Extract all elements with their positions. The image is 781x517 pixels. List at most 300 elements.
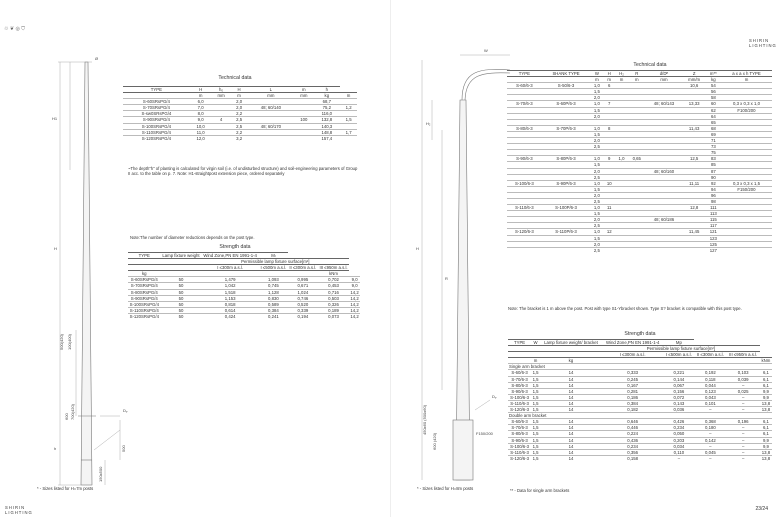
- table-cell: Mp: [663, 340, 694, 346]
- table-cell: 1,5: [532, 382, 539, 388]
- table-cell: 14: [540, 443, 602, 449]
- table-cell: kg: [313, 93, 340, 99]
- table-cell: 92: [706, 180, 721, 186]
- table-cell: –: [726, 455, 759, 461]
- table-cell: 0,123: [694, 388, 726, 394]
- table-cell: 7,0: [190, 105, 212, 111]
- table-cell: 1,0: [590, 156, 603, 162]
- table-cell: 0,646: [602, 419, 664, 425]
- table-cell: 0,180: [694, 425, 726, 431]
- table-cell: 113: [706, 211, 721, 217]
- table-cell: –: [694, 407, 726, 413]
- table-cell: S-110/6-3: [507, 205, 542, 211]
- table-cell: 14: [540, 455, 602, 461]
- table-cell: –: [726, 407, 759, 413]
- table-cell: H: [231, 87, 248, 93]
- left-dim-600: 600: [64, 413, 69, 420]
- table-cell: 1,5: [532, 376, 539, 382]
- table-cell: S-120/6-3: [507, 229, 542, 235]
- right-strength-title: Strength data: [624, 331, 656, 337]
- table-cell: 2,0: [231, 105, 248, 111]
- table-cell: –: [726, 443, 759, 449]
- table-cell: [604, 247, 615, 253]
- left-diameter-note: Note:The number of diameter reductions depends on the post type.: [130, 235, 255, 240]
- table-cell: S-80P/6-3: [542, 156, 591, 162]
- table-cell: 0,818: [201, 301, 259, 307]
- table-cell: S-70SRsPG/4: [128, 283, 161, 289]
- table-cell: 11,0: [190, 129, 212, 135]
- table-cell: 6,0: [190, 99, 212, 105]
- table-cell: kg: [540, 358, 602, 364]
- table-cell: S-110SRsPG/4: [123, 129, 190, 135]
- right-dim-450: 450x60 (500x60): [422, 404, 427, 435]
- table-cell: m: [231, 93, 248, 99]
- table-cell: –: [694, 431, 726, 437]
- table-cell: –: [726, 449, 759, 455]
- table-cell: 0,3 x 0,3 x 1,0: [721, 101, 772, 107]
- table-cell: 9,0: [349, 277, 360, 283]
- table-cell: 2,0: [590, 138, 603, 144]
- table-cell: S-100/6-3: [507, 180, 542, 186]
- table-cell: 0,746: [288, 295, 318, 301]
- left-dim-700: 700(420): [70, 403, 75, 420]
- table-cell: 123: [706, 235, 721, 241]
- table-cell: 0,716: [318, 289, 349, 295]
- table-cell: 13,8: [761, 400, 771, 406]
- table-cell: –: [726, 425, 759, 431]
- table-cell: 50: [161, 283, 202, 289]
- table-cell: –: [663, 455, 694, 461]
- table-cell: 71: [706, 138, 721, 144]
- table-cell: S-70/6-3: [507, 101, 542, 107]
- table-cell: 1,5: [532, 437, 539, 443]
- right-dim-600: 600 (420): [432, 432, 437, 450]
- right-tech-title: Technical data: [633, 62, 667, 68]
- table-cell: mm: [247, 93, 294, 99]
- table-cell: 0,144: [663, 376, 694, 382]
- table-cell: S-110/6-3: [508, 449, 531, 455]
- table-cell: m: [531, 358, 540, 364]
- table-cell: m**: [706, 71, 721, 77]
- table-cell: 0,702: [318, 277, 349, 283]
- table-cell: 0,520: [288, 301, 318, 307]
- table-cell: a x a x h TYPE: [721, 71, 772, 77]
- table-cell: 0,384: [602, 400, 664, 406]
- table-cell: 1,5: [532, 443, 539, 449]
- table-cell: 148,8: [313, 129, 340, 135]
- table-cell: [628, 247, 645, 253]
- table-cell: S-90/6-3: [507, 156, 542, 162]
- table-cell: 0,039: [726, 376, 759, 382]
- table-cell: 0,067: [663, 382, 694, 388]
- table-cell: 3,2: [231, 135, 248, 141]
- table-cell: 9,0: [190, 117, 212, 123]
- table-cell: S-60/6-3: [507, 83, 542, 89]
- right-tech-table: [507, 70, 772, 253]
- table-cell: 0,182: [602, 407, 664, 413]
- table-cell: 1,093: [259, 277, 288, 283]
- table-cell: 0,436: [602, 437, 664, 443]
- table-cell: S-120SRsPG/4: [123, 135, 190, 141]
- table-cell: 87: [706, 168, 721, 174]
- table-cell: S-70P/6-3: [542, 125, 591, 131]
- table-cell: 6,1: [760, 370, 772, 376]
- table-cell: 0,194: [288, 313, 318, 319]
- table-cell: 0,65: [628, 156, 645, 162]
- table-cell: 0,368: [694, 419, 726, 425]
- table-cell: S-90/6-3: [508, 437, 531, 443]
- table-cell: TYPE: [128, 253, 161, 259]
- table-cell: 50: [161, 295, 202, 301]
- table-cell: 1,024: [288, 289, 318, 295]
- table-cell: 68: [706, 125, 721, 131]
- table-cell: 54: [706, 83, 721, 89]
- table-cell: 0,424: [201, 313, 259, 319]
- table-cell: 2,0: [590, 168, 603, 174]
- table-cell: 10: [604, 180, 615, 186]
- table-cell: 2,5: [590, 144, 603, 150]
- table-cell: 1,5: [532, 431, 539, 437]
- table-cell: 56: [706, 89, 721, 95]
- table-cell: L: [247, 87, 294, 93]
- table-cell: Wind Zone,PN EN 1991-1-4: [602, 340, 664, 346]
- table-cell: 0,453: [318, 283, 349, 289]
- table-cell: 0,110: [663, 449, 694, 455]
- table-cell: 1,5: [590, 107, 603, 113]
- table-cell: m: [190, 93, 212, 99]
- table-cell: –: [694, 455, 726, 461]
- table-cell: S-90SRsPG/4: [123, 117, 190, 123]
- table-cell: 1,2: [340, 105, 357, 111]
- brand-logo-bottom: SHIRIN LIGHTING: [5, 505, 33, 515]
- table-cell: 14: [540, 425, 602, 431]
- table-cell: 10,0: [190, 123, 212, 129]
- table-cell: 0,189: [318, 307, 349, 313]
- table-cell: mm: [212, 93, 231, 99]
- table-cell: Permissible lamp fixture surface[m²]: [602, 346, 760, 352]
- table-cell: Z: [683, 71, 706, 77]
- table-cell: 7: [604, 101, 615, 107]
- table-cell: 14: [540, 407, 602, 413]
- table-cell: S-60/6-3: [508, 370, 531, 376]
- table-cell: 0,426: [663, 419, 694, 425]
- left-tech-note: ~The depth"h" of planting is calculated for virgin soil (i.e. of undisturbed structure) and soil-engineering parameters of Group II acc. to the table on p. 7. Note: H1-straightpost extension piece, ordered separately: [128, 166, 358, 176]
- table-cell: 117: [706, 223, 721, 229]
- table-cell: 14: [540, 437, 602, 443]
- table-cell: 13,8: [761, 407, 771, 413]
- table-cell: kNm: [761, 358, 771, 364]
- table-row: [128, 313, 360, 319]
- table-cell: 0,333: [602, 370, 664, 376]
- table-cell: 2,0: [231, 99, 248, 105]
- table-cell: 157,4: [313, 135, 340, 141]
- recycle-icon: ♲: [4, 26, 9, 32]
- table-cell: 1,5: [532, 425, 539, 431]
- table-cell: 1,0: [590, 180, 603, 186]
- table-cell: S-70SRsPG/4: [123, 105, 190, 111]
- table-cell: 11: [604, 205, 615, 211]
- table-cell: I ≤300m a.s.l.: [602, 352, 664, 358]
- right-dim-r: R: [445, 276, 448, 281]
- table-cell: 0,101: [694, 400, 726, 406]
- table-cell: 6,1: [760, 376, 772, 382]
- table-cell: III ≤950m a.s.l.: [726, 352, 759, 358]
- table-cell: 1,479: [201, 277, 259, 283]
- table-cell: 0,221: [663, 370, 694, 376]
- table-cell: 12,5: [683, 156, 706, 162]
- table-cell: S-100/6-3: [508, 394, 531, 400]
- table-cell: 1,5: [590, 186, 603, 192]
- table-cell: 0,196: [726, 419, 759, 425]
- brand-logo-top: SHIRIN LIGHTING: [749, 38, 777, 48]
- right-dim-w: W: [484, 48, 488, 53]
- table-row: [123, 117, 357, 123]
- table-cell: S-100/6-3: [508, 443, 531, 449]
- right-dim-f: F150/200: [476, 431, 493, 436]
- table-cell: 1,0: [590, 101, 603, 107]
- table-cell: 9,9: [760, 394, 772, 400]
- table-cell: m: [721, 77, 772, 83]
- table-cell: 94: [706, 186, 721, 192]
- table-cell: 9: [604, 156, 615, 162]
- table-cell: 1,5: [590, 131, 603, 137]
- table-cell: 2,5: [231, 123, 248, 129]
- table-cell: 75,2: [313, 105, 340, 111]
- table-cell: 13,8: [761, 449, 771, 455]
- table-cell: 14: [540, 419, 602, 425]
- table-cell: 1,153: [201, 295, 259, 301]
- table-cell: 10,6: [683, 83, 706, 89]
- table-cell: S-70/6-3: [508, 425, 531, 431]
- left-dim-500b: 500: [121, 445, 126, 452]
- left-dim-150: 150x500: [98, 466, 103, 482]
- table-cell: S-110SRsPG/4: [129, 307, 159, 313]
- table-cell: [247, 135, 294, 141]
- left-footnote: * - Sizes listed for H=7m posts: [37, 486, 94, 491]
- table-cell: 75: [706, 150, 721, 156]
- table-cell: 6: [604, 83, 615, 89]
- table-cell: 50: [161, 289, 202, 295]
- table-cell: 0,158: [602, 455, 664, 461]
- table-cell: 2,5: [590, 198, 603, 204]
- table-cell: 48; 60/170: [247, 123, 294, 129]
- table-cell: h₀: [212, 87, 231, 93]
- table-cell: [615, 247, 628, 253]
- table-cell: 9,9: [760, 437, 772, 443]
- table-cell: 0,034: [663, 443, 694, 449]
- table-cell: 0,044: [694, 382, 726, 388]
- table-cell: 69: [706, 131, 721, 137]
- table-row: [507, 247, 772, 253]
- table-cell: h: [313, 87, 340, 93]
- table-cell: 14,2: [350, 307, 359, 313]
- table-cell: S-70/6-3: [508, 376, 531, 382]
- table-cell: 2,5: [231, 117, 248, 123]
- table-cell: S-110P/6-3: [542, 229, 591, 235]
- table-cell: Lamp fixture weight/ bracket: [540, 340, 602, 346]
- table-cell: 0,339: [288, 307, 318, 313]
- table-cell: TYPE: [507, 71, 542, 77]
- table-cell: 12: [604, 229, 615, 235]
- table-cell: 13,33: [683, 101, 706, 107]
- table-cell: 48; 60/140: [247, 105, 294, 111]
- table-cell: 1,5: [532, 394, 539, 400]
- table-cell: 0,156: [663, 388, 694, 394]
- table-cell: 0,245: [602, 376, 664, 382]
- table-cell: 12,0: [190, 135, 212, 141]
- table-cell: 65: [706, 119, 721, 125]
- table-cell: 0,326: [318, 301, 349, 307]
- table-cell: 48; 60/143: [645, 101, 682, 107]
- shield-icon: ⛉: [21, 26, 25, 32]
- table-cell: 1,0: [590, 205, 603, 211]
- table-cell: S-100P/6-3: [542, 205, 591, 211]
- table-cell: 96: [706, 192, 721, 198]
- table-cell: 1,0: [590, 229, 603, 235]
- table-cell: 4: [212, 117, 231, 123]
- table-cell: m: [590, 77, 603, 83]
- table-cell: 2,2: [231, 129, 248, 135]
- table-cell: 1,5: [590, 162, 603, 168]
- table-cell: 0,192: [694, 370, 726, 376]
- left-dim-d: Ø: [95, 56, 99, 61]
- table-cell: 0,589: [259, 301, 288, 307]
- table-cell: S-80/6-3: [508, 431, 531, 437]
- table-cell: 6,1: [760, 419, 772, 425]
- table-cell: I ≤500m a.s.l.: [260, 265, 287, 271]
- table-cell: 0,614: [201, 307, 259, 313]
- table-cell: 111: [706, 205, 721, 211]
- table-cell: 0,118: [694, 376, 726, 382]
- right-dim-h2: H₂: [426, 121, 431, 126]
- table-cell: 1,5: [590, 235, 603, 241]
- table-cell: 6,1: [760, 431, 772, 437]
- table-cell: Lamp fixture weight: [162, 253, 200, 258]
- table-cell: 1,5: [532, 449, 539, 455]
- table-cell: 127: [706, 247, 721, 253]
- globe-icon: ◎: [15, 26, 20, 32]
- table-cell: 68,7: [313, 99, 340, 105]
- table-cell: 0,103: [726, 370, 759, 376]
- table-cell: 14: [540, 388, 602, 394]
- table-cell: S-110/6-3: [508, 400, 531, 406]
- table-cell: W: [531, 340, 540, 346]
- table-cell: 2,0: [590, 217, 603, 223]
- table-cell: 0,3 x 0,3 x 1,5: [721, 180, 772, 186]
- table-cell: [721, 247, 772, 253]
- table-cell: m: [294, 87, 313, 93]
- table-cell: 0,356: [602, 449, 664, 455]
- left-dim-h: H: [54, 246, 57, 251]
- table-cell: kg: [706, 77, 721, 83]
- table-cell: 6,1: [760, 425, 772, 431]
- table-cell: mm/m: [683, 77, 706, 83]
- left-dim-100: 100(400): [67, 333, 72, 350]
- left-strength-table: [128, 252, 360, 319]
- table-cell: 0,045: [694, 449, 726, 455]
- table-cell: S-100SRsPG/4: [123, 123, 190, 129]
- table-cell: H: [604, 71, 615, 77]
- table-cell: m: [340, 93, 357, 99]
- table-cell: 0,050: [663, 431, 694, 437]
- table-cell: 1,0: [590, 83, 603, 89]
- table-cell: S-120/6-3: [508, 455, 531, 461]
- table-cell: 0,186: [602, 394, 664, 400]
- table-cell: 83: [706, 156, 721, 162]
- table-cell: Double arm bracket: [508, 413, 772, 419]
- table-row: [123, 135, 357, 141]
- page-divider: [390, 0, 391, 517]
- table-cell: F100/200: [721, 107, 772, 113]
- table-cell: S-sw0SRsPG/4: [123, 111, 190, 117]
- table-cell: 73: [706, 144, 721, 150]
- table-cell: 1,5: [532, 400, 539, 406]
- table-row: [123, 111, 357, 117]
- table-cell: 2,5: [590, 247, 603, 253]
- table-cell: 0,830: [259, 295, 288, 301]
- table-cell: [294, 135, 313, 141]
- table-cell: 14,2: [350, 301, 359, 307]
- table-cell: 14: [540, 431, 602, 437]
- table-cell: 14: [540, 449, 602, 455]
- table-cell: TYPE: [508, 340, 531, 346]
- table-cell: 0,142: [694, 437, 726, 443]
- table-cell: 0,234: [602, 443, 664, 449]
- table-cell: 0,281: [602, 388, 664, 394]
- table-cell: 0,036: [663, 407, 694, 413]
- right-bracket-note: Note: The bracket is 1 m above the post. Post with type S1-Ybracket shown. Type S? bracket is compatible with this post type.: [508, 306, 742, 311]
- table-cell: mm: [645, 77, 682, 83]
- table-cell: 2,0: [590, 192, 603, 198]
- table-cell: S-90/6-3: [508, 388, 531, 394]
- left-pole-shaft: [81, 62, 92, 485]
- table-cell: S-60SRsPG/4: [123, 99, 190, 105]
- table-cell: 0,671: [288, 283, 318, 289]
- left-strength-title: Strength data: [219, 244, 251, 250]
- table-cell: 1,7: [340, 129, 357, 135]
- right-dim-dp: Dₚ: [492, 394, 497, 399]
- table-cell: 0,224: [602, 431, 664, 437]
- right-strength-footnote: ** - Data for single arm brackets: [510, 488, 570, 493]
- table-cell: [340, 135, 357, 141]
- table-cell: 85: [706, 162, 721, 168]
- table-cell: 1,5: [532, 407, 539, 413]
- table-cell: 8,0: [190, 111, 212, 117]
- right-diagram-footnote: * - Sizes listed for H=8m posts: [417, 486, 474, 491]
- table-cell: H₂: [615, 71, 628, 77]
- table-cell: 1,518: [201, 289, 259, 295]
- table-cell: [645, 247, 682, 253]
- left-tech-title: Technical data: [218, 75, 252, 81]
- table-cell: 0,143: [663, 400, 694, 406]
- header-icons: [4, 26, 25, 32]
- table-cell: 50: [161, 313, 202, 319]
- table-cell: 2,0: [590, 241, 603, 247]
- table-cell: II ≤300m a.s.l.: [289, 265, 317, 271]
- table-cell: m: [615, 77, 628, 83]
- left-dim-500: 500(420): [59, 333, 64, 350]
- table-cell: 48; 60/160: [645, 168, 682, 174]
- table-cell: 0,025: [726, 388, 759, 394]
- table-cell: 64: [706, 113, 721, 119]
- table-cell: –: [726, 431, 759, 437]
- table-cell: m: [604, 77, 615, 83]
- table-cell: 8: [604, 125, 615, 131]
- table-cell: [212, 135, 231, 141]
- table-cell: II ≤300m a.s.l.: [694, 352, 726, 358]
- table-cell: S-100SRsPG/4: [129, 301, 159, 307]
- table-cell: kNm: [318, 271, 349, 277]
